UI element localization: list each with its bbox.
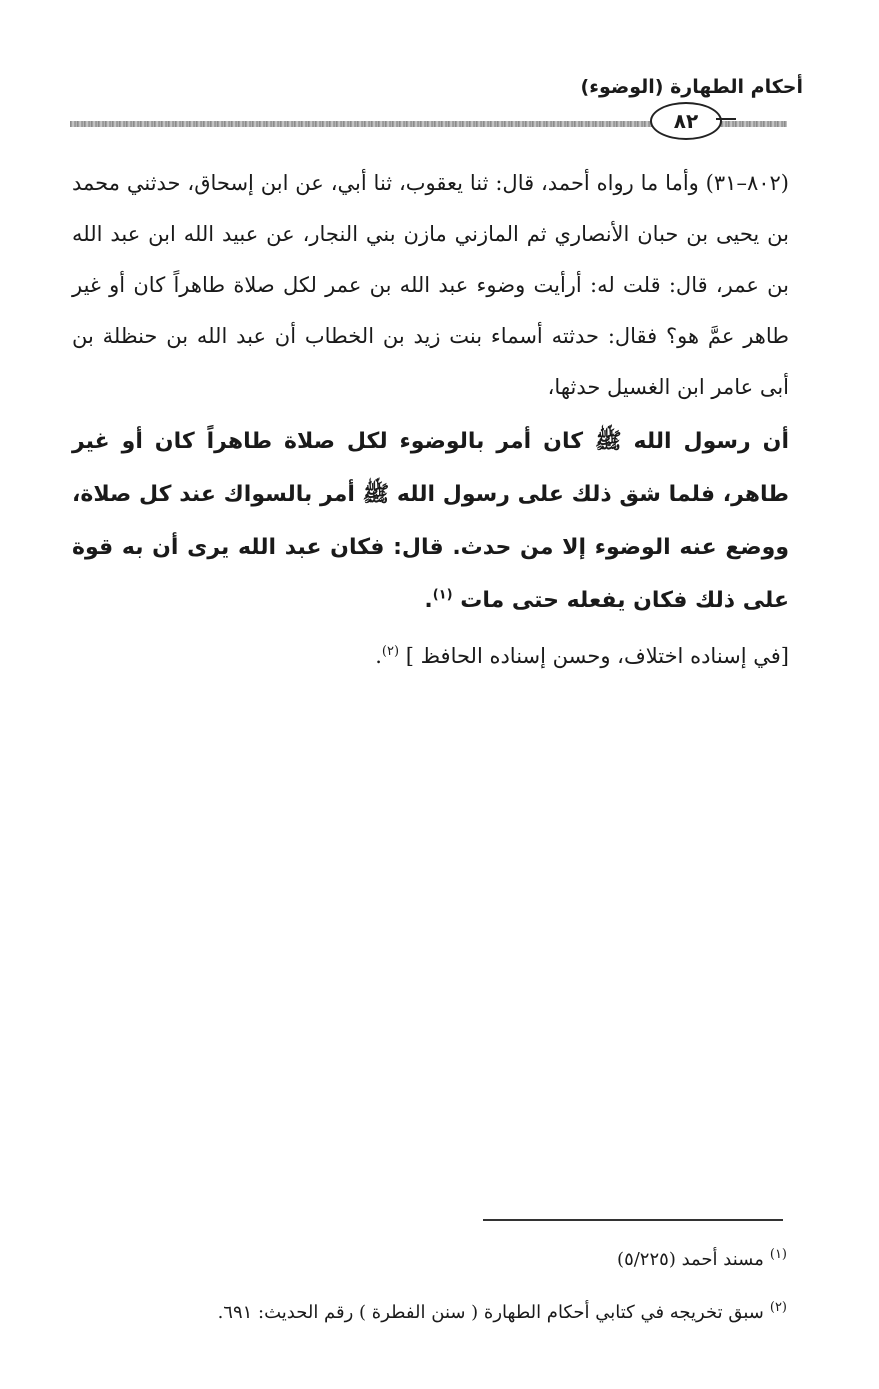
- page-number: ٨٢: [650, 102, 722, 140]
- grading-note: [72, 631, 789, 682]
- running-header-title: أحكام الطهارة (الوضوء): [580, 76, 803, 98]
- footnote-text: مسند أحمد (٥/٢٢٥): [617, 1249, 764, 1270]
- footnote-number: (٢): [769, 1300, 787, 1315]
- footnote-number: (١): [769, 1247, 787, 1262]
- hadith-end: .: [424, 588, 433, 613]
- footnote-1: [100, 1238, 787, 1277]
- footnote-2: [100, 1291, 787, 1330]
- footnote-separator: [483, 1219, 783, 1221]
- grading-text: [في إسناده اختلاف، وحسن إسناده الحافظ ]: [405, 644, 789, 668]
- footnote-ref-1: (١): [432, 587, 453, 603]
- hadith-body: أن رسول الله ﷺ كان أمر بالوضوء لكل صلاة طاهراً كان أو غير طاهر، فلما شق ذلك على رسول الله ﷺ أمر بالسواك عند كل صلاة، ووضع عنه الوضوء إلا من حدث. قال: فكان عبد الله يرى أن به قوة على ذلك فكان يفعله حتى مات: [72, 429, 789, 613]
- footnotes: [100, 1238, 787, 1344]
- grading-end: .: [375, 644, 382, 668]
- page-number-tail: [716, 118, 736, 120]
- main-text: [72, 158, 789, 682]
- hadith-text: [72, 415, 789, 627]
- footnote-ref-2: (٢): [381, 644, 400, 659]
- isnad-paragraph: (٨٠٢–٣١) وأما ما رواه أحمد، قال: ثنا يعقوب، ثنا أبي، عن ابن إسحاق، حدثني محمد بن يحيى بن حبان الأنصاري ثم المازني مازن بني النجار، عن عبيد الله ابن عبد الله بن عمر، قال: قلت له: أرأيت وضوء عبد الله بن عمر لكل صلاة طاهراً كان أو غير طاهر عمَّ هو؟ فقال: حدثته أسماء بنت زيد بن الخطاب أن عبد الله بن حنظلة بن أبى عامر ابن الغسيل حدثها،: [72, 171, 789, 399]
- footnote-text: سبق تخريجه في كتابي أحكام الطهارة ( سنن الفطرة ) رقم الحديث: ٦٩١.: [217, 1302, 764, 1323]
